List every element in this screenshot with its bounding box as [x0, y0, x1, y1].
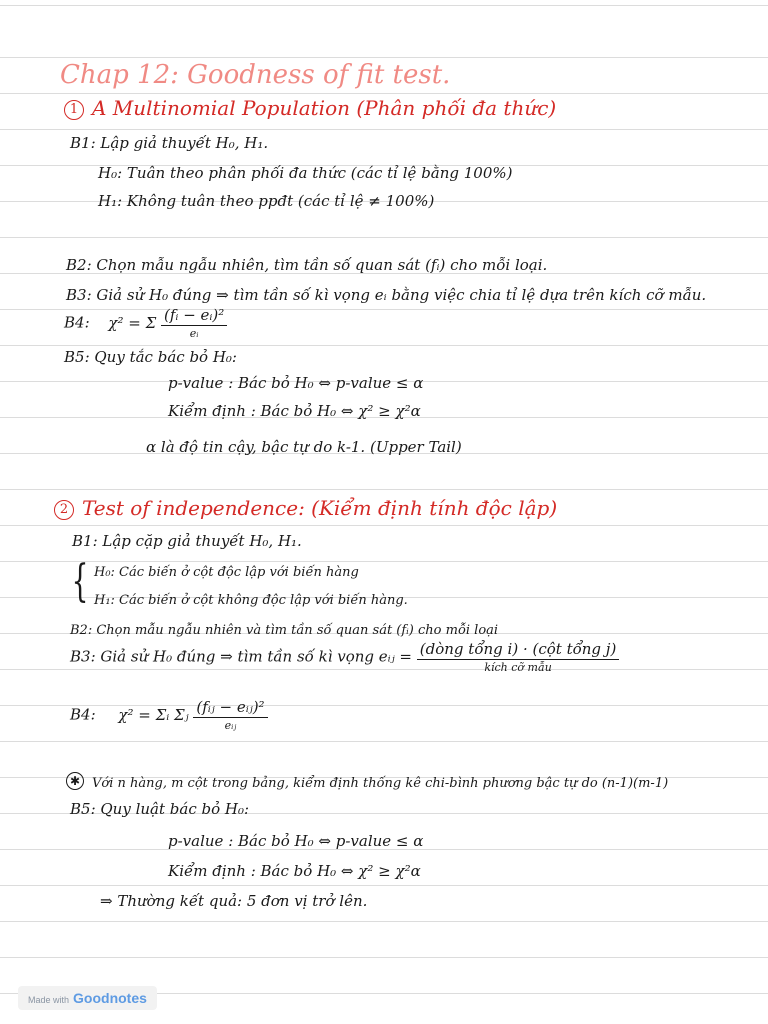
s2-star-note [66, 772, 668, 790]
s1-step-5: B5: Quy tắc bác bỏ H₀: [64, 348, 237, 366]
section-2-heading [54, 498, 557, 520]
section-1-number: 1 [64, 100, 84, 120]
s1-step-4 [64, 308, 227, 339]
s2-expected-frequency-fraction [417, 642, 620, 673]
s1-note-degrees-of-freedom: α là độ tin cậy, bậc tự do k-1. (Upper Tail) [146, 438, 462, 456]
s1-hypothesis-h0: H₀: Tuân theo phân phối đa thức (các tỉ lệ bằng 100%) [98, 164, 513, 182]
s1-chi-square-lhs: χ² = Σ [108, 313, 157, 332]
s2-expected-frequency-denominator: kích cỡ mẫu [484, 661, 552, 674]
s1-rule-p-value: p-value : Bác bỏ H₀ ⇔ p-value ≤ α [168, 374, 424, 392]
badge-made-with: Made with [28, 995, 70, 1005]
s2-result-note: ⇒ Thường kết quả: 5 đơn vị trở lên. [100, 892, 368, 910]
chapter-title: Chap 12: Goodness of fit test. [60, 60, 451, 90]
s1-step-1: B1: Lập giả thuyết H₀, H₁. [70, 134, 269, 152]
goodnotes-badge [18, 986, 157, 1010]
s2-rule-p-value: p-value : Bác bỏ H₀ ⇔ p-value ≤ α [168, 832, 424, 850]
s1-hypothesis-h1: H₁: Không tuân theo ppđt (các tỉ lệ ≠ 100%) [98, 192, 435, 210]
badge-brand: Goodnotes [73, 990, 147, 1006]
s1-step-2: B2: Chọn mẫu ngẫu nhiên, tìm tần số quan sát (fᵢ) cho mỗi loại. [66, 256, 548, 274]
s1-step-4-label: B4: [64, 313, 90, 332]
s2-rule-critical-value: Kiểm định : Bác bỏ H₀ ⇔ χ² ≥ χ²α [168, 862, 421, 880]
s2-star-note-text: Với n hàng, m cột trong bảng, kiểm định thống kê chi-bình phương bậc tự do (n-1)(m-1) [92, 776, 669, 791]
star-icon: ✱ [66, 772, 84, 790]
section-1-heading [64, 98, 556, 120]
hypothesis-brace: { [71, 556, 89, 607]
section-1-heading-text: A Multinomial Population (Phân phối đa thức) [92, 96, 557, 120]
s2-step-3 [70, 642, 619, 673]
s2-step-2: B2: Chọn mẫu ngẫu nhiên và tìm tần số quan sát (fᵢ) cho mỗi loại [70, 623, 499, 638]
s1-chi-square-denominator: eᵢ [189, 327, 199, 340]
s2-chi-square-denominator: eᵢⱼ [224, 719, 237, 732]
s2-chi-square-fraction [193, 700, 267, 731]
s2-step-3-text: B3: Giả sử H₀ đúng ⇒ tìm tần số kì vọng eᵢⱼ = [70, 647, 412, 666]
s2-hypothesis-h1: H₁: Các biến ở cột không độc lập với biến hàng. [94, 593, 408, 608]
section-2-number: 2 [54, 500, 74, 520]
s1-rule-critical-value: Kiểm định : Bác bỏ H₀ ⇔ χ² ≥ χ²α [168, 402, 421, 420]
s2-step-5: B5: Quy luật bác bỏ H₀: [70, 800, 250, 818]
s2-step-4 [70, 700, 268, 731]
s1-chi-square-fraction [161, 308, 227, 339]
s1-step-3: B3: Giả sử H₀ đúng ⇒ tìm tần số kì vọng eᵢ bằng việc chia tỉ lệ dựa trên kích cỡ mẫu. [66, 286, 707, 304]
s2-chi-square-numerator: (fᵢⱼ − eᵢⱼ)² [193, 700, 267, 718]
s2-hypothesis-h0: H₀: Các biến ở cột độc lập với biến hàng [94, 565, 359, 580]
s2-expected-frequency-numerator: (dòng tổng i) · (cột tổng j) [417, 642, 620, 660]
s2-step-1: B1: Lập cặp giả thuyết H₀, H₁. [72, 532, 302, 550]
s2-chi-square-lhs: χ² = Σᵢ Σⱼ [118, 705, 189, 724]
section-2-heading-text: Test of independence: (Kiểm định tính độc lập) [82, 496, 558, 520]
s2-step-4-label: B4: [70, 705, 96, 724]
s1-chi-square-numerator: (fᵢ − eᵢ)² [161, 308, 227, 326]
